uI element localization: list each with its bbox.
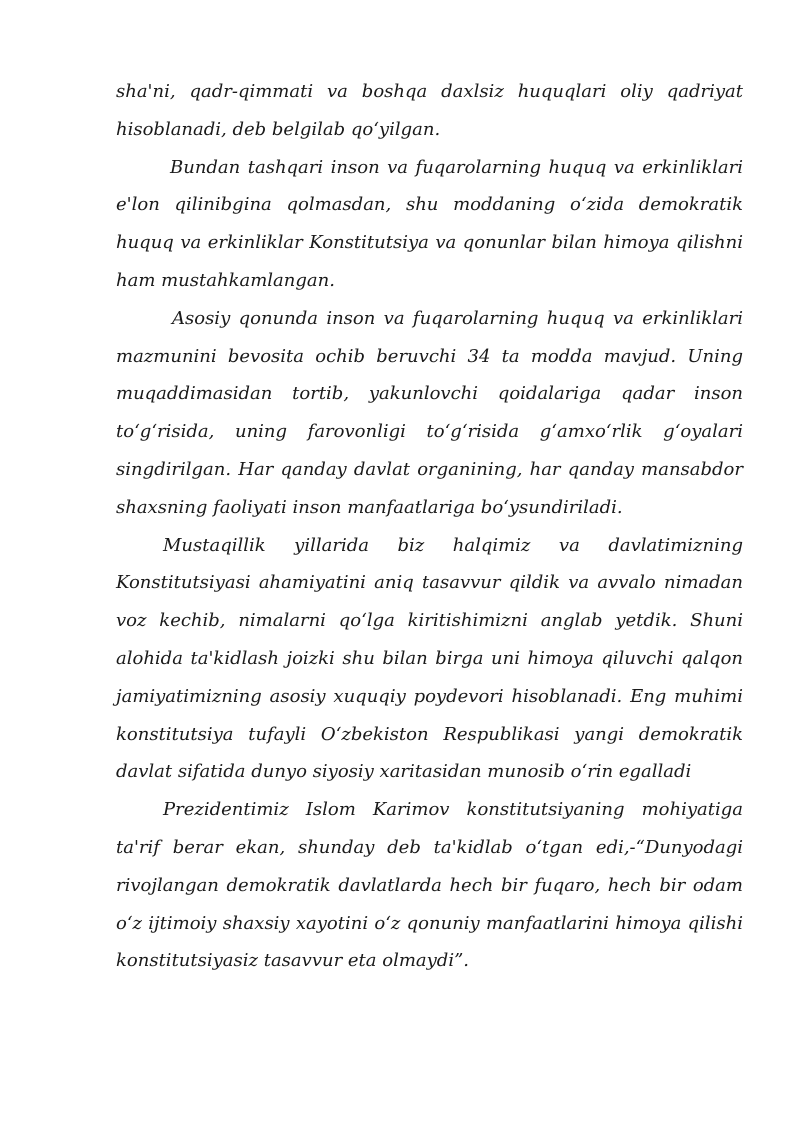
document-page: [116, 73, 743, 980]
paragraph-continuation: sha'ni, qadr-qimmati va boshqa daxlsiz huquqlari oliy qadriyat hisoblanadi, deb belgilab qo‘yilgan.: [116, 81, 743, 140]
paragraph-independence-years: Mustaqillik yillarida biz halqimiz va davlatimizning Konstitutsiyasi ahamiyatini aniq tasavvur qildik va avvalo nimadan voz kechib, nimalarni qo‘lga kiritishimizni anglab yetdik. Shuni alohida ta'kidlash joizki shu bilan birga uni himoya qiluvchi qalqon jamiyatimizning asosiy xuquqiy poydevori hisoblanadi. Eng muhimi konstitutsiya tufayli O‘zbekiston Respublikasi yangi demokratik davlat sifatida dunyo siyosiy xaritasidan munosib o‘rin egalladi: [116, 534, 743, 783]
paragraph-basic-law-articles: Asosiy qonunda inson va fuqarolarning huquq va erkinliklari mazmunini bevosita ochib beruvchi 34 ta modda mavjud. Uning muqaddimasidan tortib, yakunlovchi qoidalariga qadar inson to‘g‘risida, uning farovonligi to‘g‘risida g‘amxo‘rlik g‘oyalari singdirilgan. Har qanday davlat organining, har qanday mansabdor shaxsning faoliyati inson manfaatlariga bo‘ysundiriladi.: [116, 307, 743, 518]
paragraph-rights-declaration: Bundan tashqari inson va fuqarolarning huquq va erkinliklari e'lon qilinibgina qolmasdan, shu moddaning o‘zida demokratik huquq va erkinliklar Konstitutsiya va qonunlar bilan himoya qilishni ham mustahkamlangan.: [116, 156, 743, 291]
paragraph-president-quote: Prezidentimiz Islom Karimov konstitutsiyaning mohiyatiga ta'rif berar ekan, shunday deb ta'kidlab o‘tgan edi,-“Dunyodagi rivojlangan demokratik davlatlarda hech bir fuqaro, hech bir odam o‘z ijtimoiy shaxsiy xayotini o‘z qonuniy manfaatlarini himoya qilishi konstitutsiyasiz tasavvur eta olmaydi”.: [116, 799, 743, 972]
